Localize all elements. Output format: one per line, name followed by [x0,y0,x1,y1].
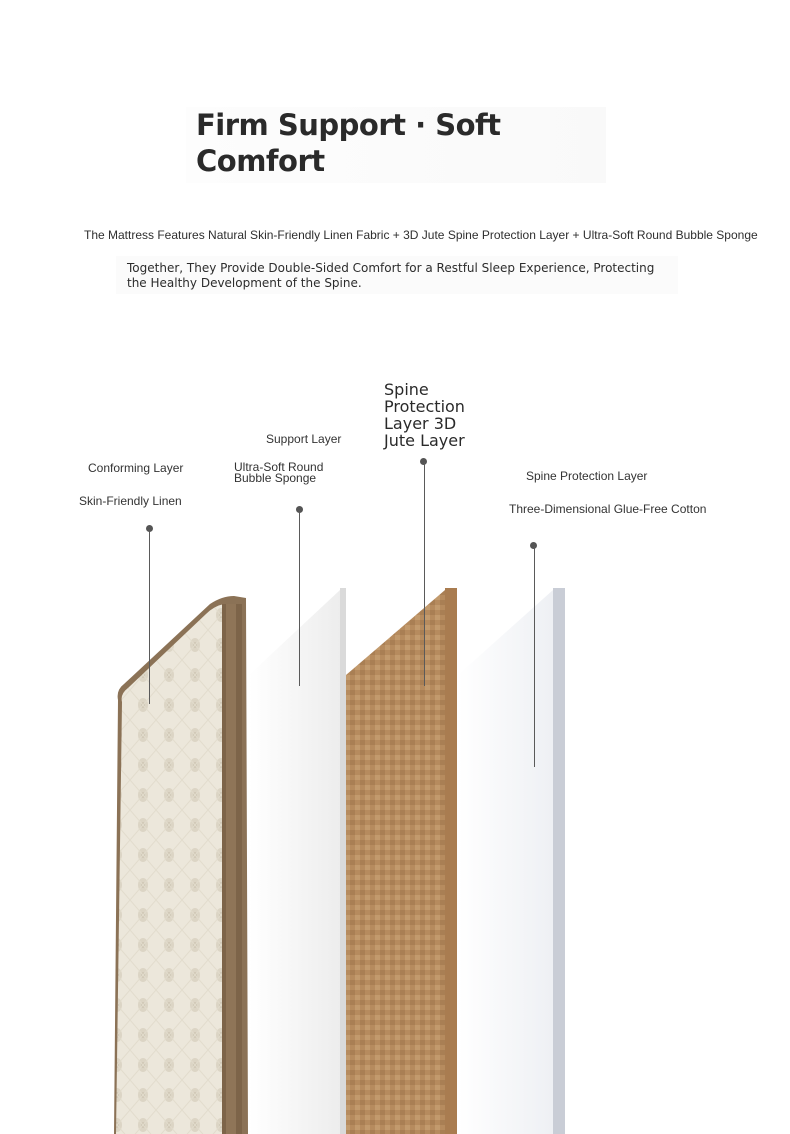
callout-line-sponge [299,510,300,686]
label-sponge-material: Ultra-Soft Round Bubble Sponge [234,460,324,485]
label-spine-protection-layer: Spine Protection Layer [526,469,648,483]
label-cotton-material: Three-Dimensional Glue-Free Cotton [509,502,707,516]
linen-mattress [114,596,248,1134]
page-title: Firm Support · Soft Comfort [196,108,501,178]
cotton-layer [458,588,565,1134]
sponge-layer [249,588,346,1134]
jute-layer [346,588,457,1134]
label-support-layer: Support Layer [266,432,342,446]
callout-line-linen [149,529,150,704]
label-spine-jute-layer: Spine Protection Layer 3D Jute Layer [384,380,465,450]
label-linen-material: Skin-Friendly Linen [79,494,182,508]
page-subtitle: The Mattress Features Natural Skin-Friendly Linen Fabric + 3D Jute Spine Protection Layer + Ultra-Soft Round Bubble Sponge [84,228,758,242]
page-description: Together, They Provide Double-Sided Comfort for a Restful Sleep Experience, Protecting the Healthy Development of the Spine. [127,261,655,290]
label-conforming-layer: Conforming Layer [88,461,184,475]
callout-line-cotton [534,546,535,767]
callout-line-jute [424,462,425,686]
